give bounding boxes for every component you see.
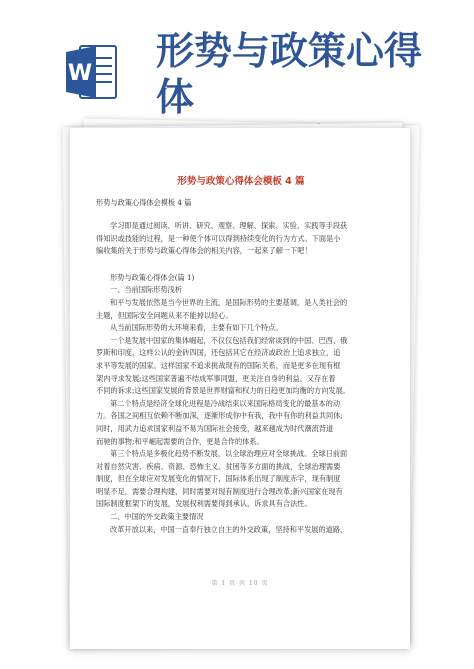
intro-line: 得知识或技能的过程，是一种使个体可以得到持续变化的行为方式。下面是小: [96, 233, 341, 243]
part2-heading: 二、中国的外交政策主要情况: [110, 512, 204, 522]
document-title: 形势与政策心得体会模板 4 篇: [177, 176, 305, 187]
paragraph-line: 力。各国之间相互依赖不断加深，逐渐形成你中有我，我中有你的利益共同体;: [96, 411, 343, 421]
document-subtitle: 形势与政策心得体会模板 4 篇: [96, 198, 192, 207]
paragraph-line: 改革开放以来，中国一直奉行独立自主的外交政策，坚持和平发展的道路，: [110, 524, 348, 534]
banner-title-line1: 形势与政策心得体: [156, 29, 423, 119]
paragraph-line: 和平与发展依然是当今世界的主流，是国际形势的主要基调，是人类社会的: [110, 297, 348, 307]
paragraph-line: 对着自然灾害、疾病、资源、恐怖主义、贫困等多方面的挑战，全球治理需要: [96, 461, 341, 471]
paragraph-line: 同时，用武力追求国家利益不易为国际社会接受，越来越成为时代潮流背道: [96, 423, 334, 433]
intro-line: 学习即是通过阅读、听讲、研究、观察、理解、探索、实验、实践等手段获: [110, 221, 348, 230]
section-title: 形势与政策心得体会(篇 1): [110, 272, 195, 282]
word-icon-letter: W: [67, 61, 93, 86]
paragraph-line: 求平等发展的国家。这样国家不追求挑战现有的国际关系，而是更多在现有框: [96, 360, 341, 370]
page-number: 第 1 页 共 10 页: [211, 580, 269, 587]
paragraph-line: 第二个特点是经济全球化进程是冷战结束以来国际格局变化的最基本的动: [110, 398, 341, 408]
word-icon: [66, 42, 118, 102]
intro-line: 编收集的关于形势与政策心得体会的相关内容，一起来了解一下吧！: [96, 246, 312, 256]
paragraph-line: 不同的诉求;这些国家发展的背景是世界财富和权力的日趋更加均衡的方向发展。: [96, 386, 350, 396]
part1-heading: 一、当前国际形势浅析: [110, 285, 182, 295]
paragraph-line: 而驰的事物;和平崛起需要的合作，更是合作的体系。: [96, 436, 264, 446]
paragraph-line: 一个是发展中国家的集体崛起，不仅仅包括我们经常谈到的中国、巴西、俄: [110, 335, 348, 345]
paragraph-line: 明显不足，需要合理构建，同时需要对现有制度进行合理改革;新兴国家在现有: [96, 486, 343, 496]
paragraph-line: 主题，但国际安全问题从来不能掉以轻心。: [96, 310, 233, 320]
document-page: [70, 128, 410, 649]
paragraph-line: 罗斯和印度，这样公认的金砖四国，还包括其它在经济或政治上追求独立，追: [96, 348, 341, 358]
paragraph-line: 架内寻求发展;这些国家普遍不结成军事同盟，更关注自身的利益。又存在着: [96, 373, 336, 383]
paragraph-line: 国际制度框架下的发展，发展权利需要得到承认，诉求具有合法性。: [96, 499, 312, 509]
banner: [0, 0, 474, 130]
paragraph-line: 制度，但在全球应对发展变化的情况下，国际体系出现了制度赤字，现有制度: [96, 474, 341, 484]
document-preview: [70, 128, 410, 649]
paragraph-line: 从当前国际形势的大环境来看，主要有如下几个特点。: [110, 323, 283, 333]
paragraph-line: 第三个特点是多极化趋势不断发展，以全球治理应对全球挑战。全球日前面: [110, 449, 348, 459]
